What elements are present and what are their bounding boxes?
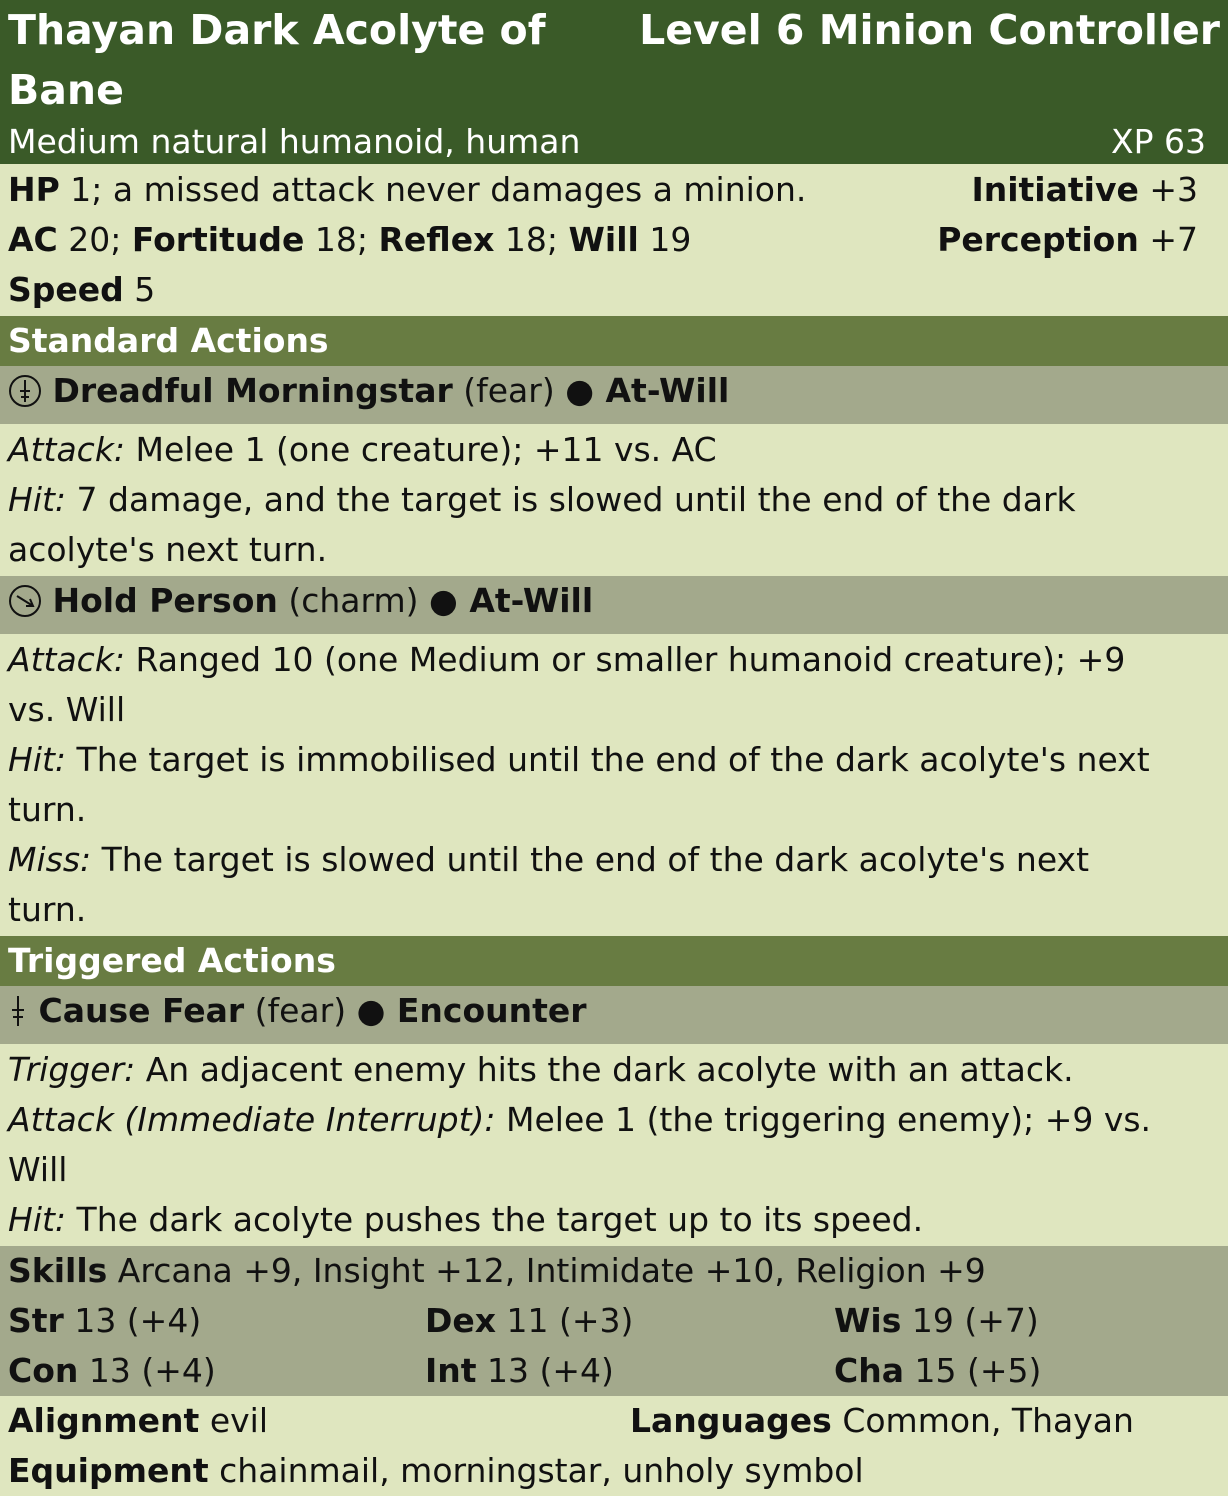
section-triggered-actions: Triggered Actions <box>0 936 1228 986</box>
attack-line: Attack (Immediate Interrupt): Melee 1 (the triggering enemy); +9 vs. <box>8 1100 1152 1139</box>
power-header-dreadful-morningstar: Dreadful Morningstar (fear) ● At-Will <box>0 366 1228 424</box>
ability-row-1 <box>8 1296 1220 1346</box>
monster-xp: XP 63 <box>1111 122 1206 161</box>
stat-block-footer <box>0 1396 1228 1496</box>
defense-stats <box>0 164 1228 316</box>
power-header-cause-fear: Cause Fear (fear) ● Encounter <box>0 986 1228 1044</box>
ability-dex: Dex 11 (+3) <box>425 1301 634 1340</box>
alignment-languages-line <box>8 1396 1220 1446</box>
power-header-hold-person: Hold Person (charm) ● At-Will <box>0 576 1228 634</box>
miss-line: Miss: The target is slowed until the end of the dark acolyte's next <box>8 840 1090 879</box>
ability-wis: Wis 19 (+7) <box>834 1301 1039 1340</box>
melee-icon <box>8 992 28 1026</box>
hp-line: HP 1; a missed attack never damages a minion. Initiative +3 <box>8 165 1220 215</box>
ranged-icon <box>8 582 42 616</box>
hit-line: Hit: The dark acolyte pushes the target up to its speed. <box>8 1200 924 1239</box>
monster-level: Level 6 Minion Controller <box>639 6 1220 54</box>
hit-line-cont: acolyte's next turn. <box>8 530 328 569</box>
power-name: Hold Person <box>52 581 278 620</box>
defenses-line: AC 20; Fortitude 18; Reflex 18; Will 19 Perception +7 <box>8 215 1220 265</box>
equipment-line: Equipment chainmail, morningstar, unholy symbol <box>8 1451 864 1490</box>
ability-row-2 <box>8 1346 1220 1396</box>
miss-line-cont: turn. <box>8 890 87 929</box>
hit-line: Hit: 7 damage, and the target is slowed until the end of the dark <box>8 480 1076 519</box>
trigger-line: Trigger: An adjacent enemy hits the dark acolyte with an attack. <box>8 1050 1074 1089</box>
section-standard-actions: Standard Actions <box>0 316 1228 366</box>
perception: Perception +7 <box>937 220 1198 259</box>
attack-line: Attack: Melee 1 (one creature); +11 vs. AC <box>8 430 717 469</box>
initiative: Initiative +3 <box>971 170 1198 209</box>
attack-line-cont: Will <box>8 1150 68 1189</box>
hit-line-cont: turn. <box>8 790 87 829</box>
power-body-dreadful-morningstar <box>0 424 1228 576</box>
monster-type: Medium natural humanoid, human <box>8 122 581 161</box>
alignment: Alignment evil <box>8 1401 268 1440</box>
skills-line: Skills Arcana +9, Insight +12, Intimidate +10, Religion +9 <box>8 1251 986 1290</box>
melee-basic-icon <box>8 372 42 406</box>
languages: Languages Common, Thayan <box>630 1401 1134 1440</box>
attack-line: Attack: Ranged 10 (one Medium or smaller humanoid creature); +9 <box>8 640 1126 679</box>
power-name: Cause Fear <box>38 991 245 1030</box>
skills-abilities <box>0 1246 1228 1396</box>
power-name: Dreadful Morningstar <box>52 371 453 410</box>
ability-con: Con 13 (+4) <box>8 1351 216 1390</box>
monster-name: Thayan Dark Acolyte of Bane <box>8 6 546 114</box>
ability-cha: Cha 15 (+5) <box>834 1351 1042 1390</box>
stat-block-header <box>0 0 1228 164</box>
hit-line: Hit: The target is immobilised until the end of the dark acolyte's next <box>8 740 1150 779</box>
power-body-hold-person <box>0 634 1228 936</box>
ability-int: Int 13 (+4) <box>425 1351 614 1390</box>
speed-line: Speed 5 <box>8 270 156 309</box>
attack-line-cont: vs. Will <box>8 690 126 729</box>
power-body-cause-fear <box>0 1044 1228 1246</box>
ability-str: Str 13 (+4) <box>8 1301 202 1340</box>
